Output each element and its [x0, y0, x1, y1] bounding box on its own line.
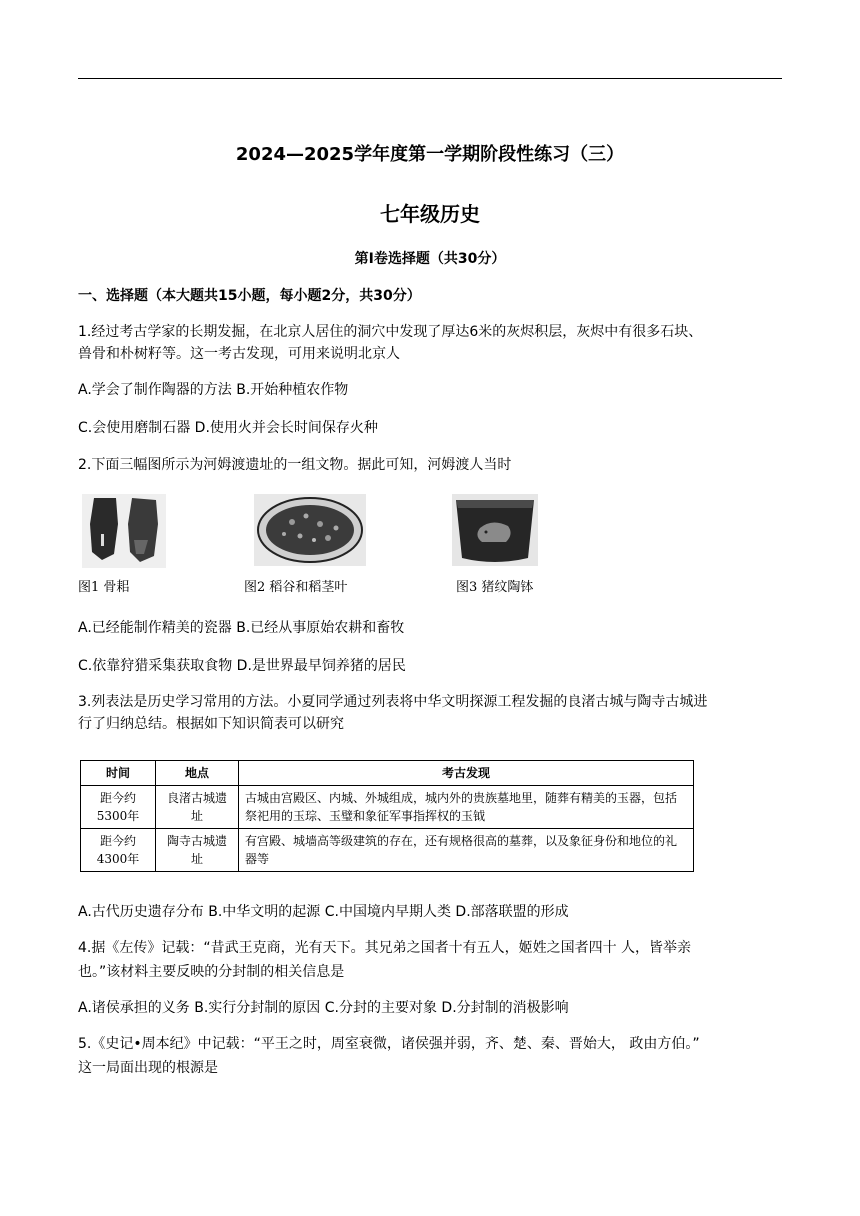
q1-options-cd: C.会使用磨制石器 D.使用火并会长时间保存火种 — [78, 420, 378, 436]
bone-spade-image — [82, 494, 166, 568]
q5-stem-line-2: 这一局面出现的根源是 — [78, 1060, 218, 1076]
table-cell-place: 良渚古城遗址 — [156, 786, 239, 829]
figure-3-caption: 图3 猪纹陶钵 — [456, 580, 534, 595]
table-cell-time: 距今约5300年 — [81, 786, 156, 829]
q2-stem: 2.下面三幅图所示为河姆渡遗址的一组文物。据此可知，河姆渡人当时 — [78, 457, 512, 473]
q4-options: A.诸侯承担的义务 B.实行分封制的原因 C.分封的主要对象 D.分封制的消极影响 — [78, 1000, 569, 1016]
exam-title: 2024—2025学年度第一学期阶段性练习（三） — [235, 144, 625, 165]
q2-figures — [78, 494, 558, 598]
q3-stem-line-2: 行了归纳总结。根据如下知识简表可以研究 — [78, 716, 344, 732]
q2-options-ab: A.已经能制作精美的瓷器 B.已经从事原始农耕和畜牧 — [78, 620, 405, 636]
table-row — [81, 829, 694, 872]
rice-image — [254, 494, 366, 566]
table-cell-findings: 古城由宫殿区、内城、外城组成，城内外的贵族墓地里，随葬有精美的玉器，包括祭祀用的玉琮、玉璧和象征军事指挥权的玉钺 — [239, 786, 694, 829]
table-cell-place: 陶寺古城遗址 — [156, 829, 239, 872]
header-rule — [78, 78, 782, 79]
figure-2-caption: 图2 稻谷和稻茎叶 — [244, 580, 348, 595]
subject-title: 七年级历史 — [380, 202, 480, 226]
q5-stem-line-1: 5.《史记•周本纪》中记载：“平王之时，周室衰微，诸侯强并弱，齐、楚、秦、晋始大， 政由方伯。” — [78, 1036, 700, 1052]
table-header-row — [81, 761, 694, 786]
q2-options-cd: C.依靠狩猎采集获取食物 D.是世界最早饲养猪的居民 — [78, 658, 406, 674]
knowledge-table — [80, 760, 694, 872]
q4-stem-line-1: 4.据《左传》记载：“昔武王克商，光有天下。其兄弟之国者十有五人，姬姓之国者四十 人，皆举亲 — [78, 940, 692, 956]
q1-stem-line-2: 兽骨和朴树籽等。这一考古发现，可用来说明北京人 — [78, 346, 400, 362]
q1-options-ab: A.学会了制作陶器的方法 B.开始种植农作物 — [78, 382, 349, 398]
q3-stem-line-1: 3.列表法是历史学习常用的方法。小夏同学通过列表将中华文明探源工程发掘的良渚古城与陶寺古城进 — [78, 694, 708, 710]
q4-stem-line-2: 也。”该材料主要反映的分封制的相关信息是 — [78, 964, 345, 980]
table-cell-time: 距今约4300年 — [81, 829, 156, 872]
q3-options: A.古代历史遗存分布 B.中华文明的起源 C.中国境内早期人类 D.部落联盟的形成 — [78, 904, 569, 920]
q1-stem-line-1: 1.经过考古学家的长期发掘，在北京人居住的洞穴中发现了厚达6米的灰烬积层，灰烬中有很多石块、 — [78, 324, 703, 340]
table-header-findings: 考古发现 — [239, 761, 694, 786]
table-row — [81, 786, 694, 829]
table-cell-findings: 有宫殿、城墙高等级建筑的存在，还有规格很高的墓葬，以及象征身份和地位的礼器等 — [239, 829, 694, 872]
table-header-place: 地点 — [156, 761, 239, 786]
table-header-time: 时间 — [81, 761, 156, 786]
part-heading: 一、选择题（本大题共15小题，每小题2分，共30分） — [78, 288, 421, 304]
section-title: 第Ⅰ卷选择题（共30分） — [354, 251, 506, 267]
figure-1-caption: 图1 骨耜 — [78, 580, 130, 595]
pig-pot-image — [452, 494, 538, 566]
